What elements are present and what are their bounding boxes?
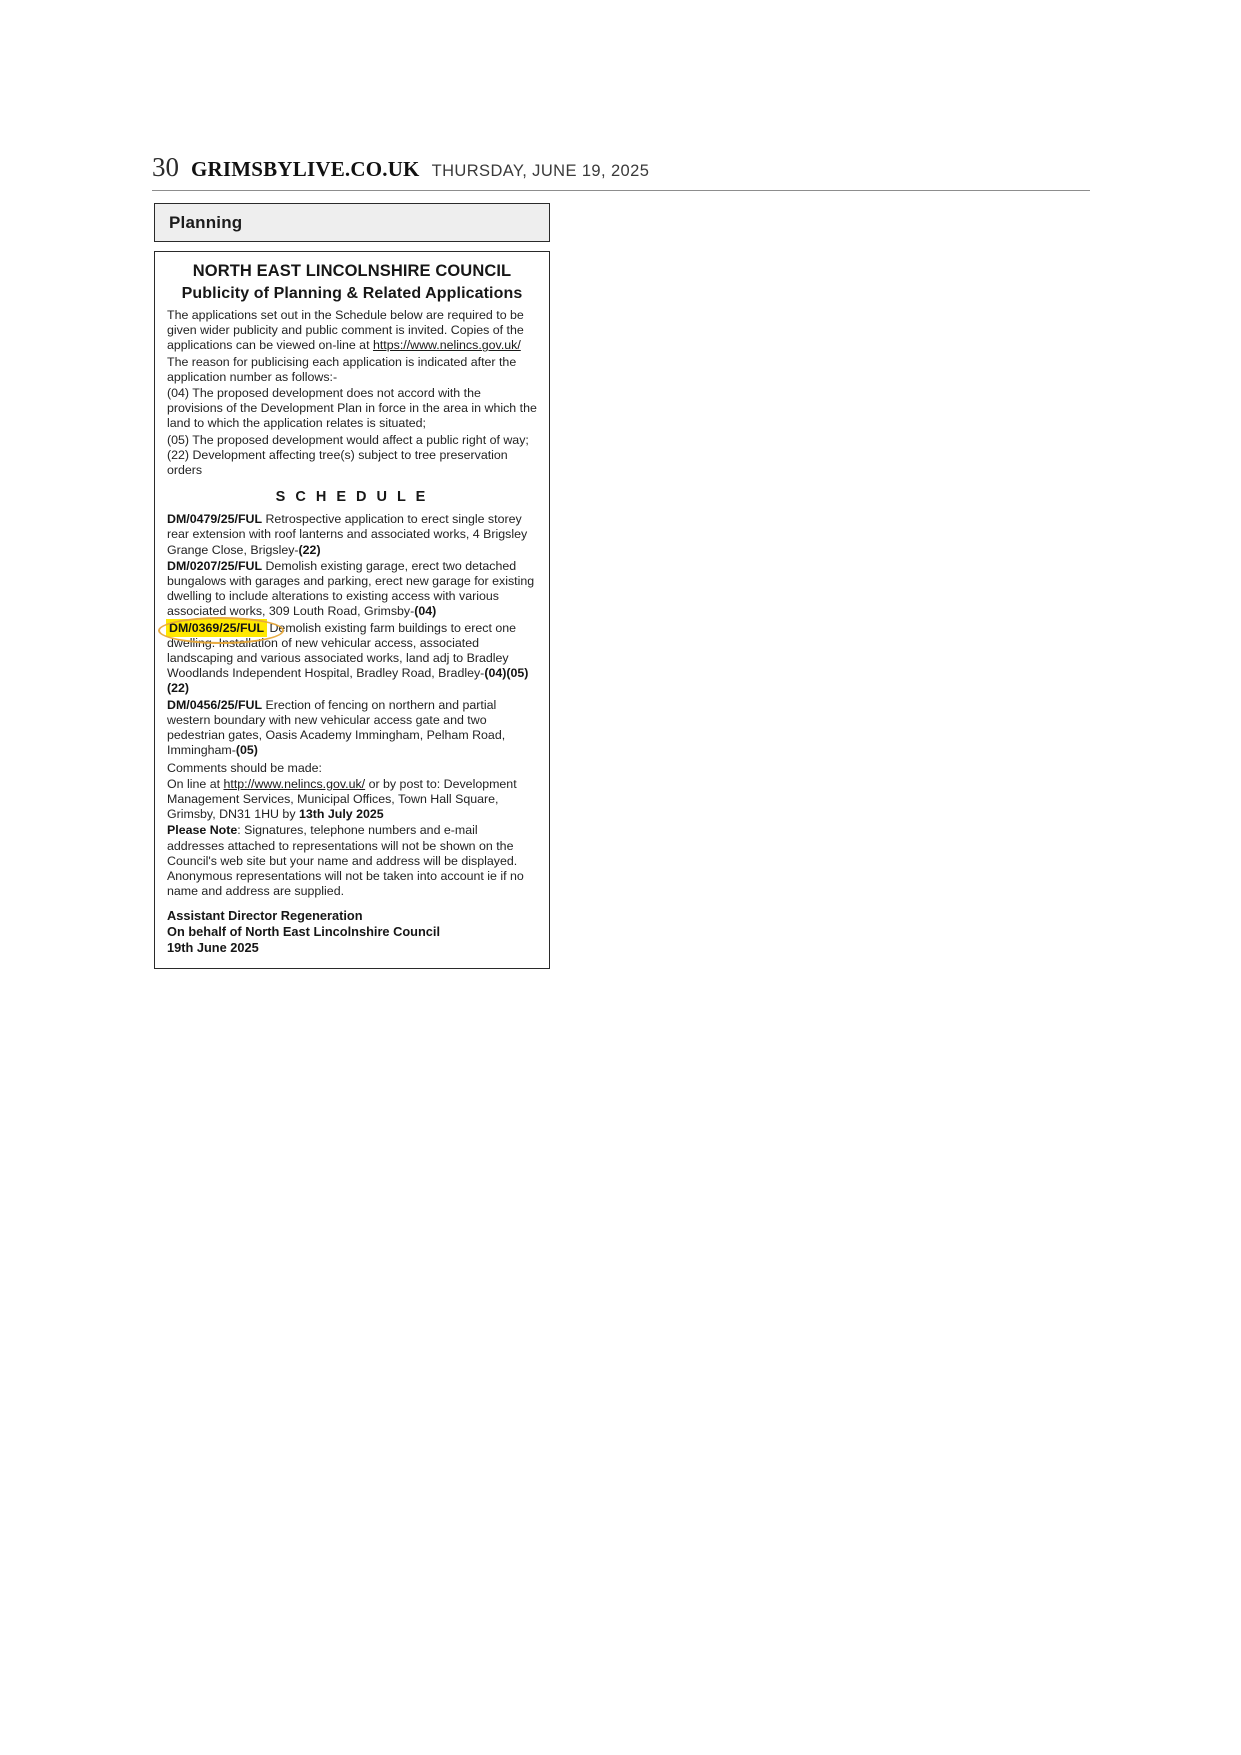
comments-online-prefix: On line at [167, 776, 224, 791]
schedule-entry [167, 559, 537, 620]
comments-heading: Comments should be made: [167, 761, 322, 776]
application-reason-codes: (04)(05)(22) [167, 666, 529, 696]
nelincs-url-link-1[interactable]: https://www.nelincs.gov.uk/ [372, 338, 521, 353]
page-masthead [152, 152, 1090, 191]
comments-instructions [167, 777, 537, 823]
application-reference: DM/0479/25/FUL [167, 512, 263, 527]
planning-notice [154, 203, 550, 969]
application-reason-codes: (22) [298, 542, 321, 557]
please-note-text: : Signatures, telephone numbers and e-mail addresses attached to representations will not be shown on the Council's web site but your name and address will be displayed. Anonymous representations will not be taken into account ie if no name and address are supplied. [167, 823, 524, 899]
section-header-label: Planning [169, 212, 243, 232]
council-name: NORTH EAST LINCOLNSHIRE COUNCIL [192, 262, 512, 280]
schedule-entry-highlighted [167, 621, 537, 697]
comments-postal-address: or by post to: Development Management Services, Municipal Offices, Town Hall Square, Grimsby, DN31 1HU by [167, 776, 517, 822]
signoff-organisation: On behalf of North East Lincolnshire Council [167, 923, 441, 939]
publication-brand: GRIMSBYLIVE.CO.UK [191, 157, 420, 181]
reason-code-04: (04) The proposed development does not accord with the provisions of the Development Plan in force in the area in which the land to which the application relates is situated; [167, 386, 537, 431]
public-notice-advert [154, 251, 550, 969]
issue-date: THURSDAY, JUNE 19, 2025 [431, 162, 650, 180]
schedule-entry [167, 698, 537, 759]
advert-signoff [167, 908, 537, 955]
application-reference: DM/0456/25/FUL [167, 697, 263, 712]
please-note-paragraph [167, 823, 537, 899]
schedule-heading: S C H E D U L E [275, 489, 429, 506]
signoff-date: 19th June 2025 [167, 939, 259, 955]
application-description: Erection of fencing on northern and partial western boundary with new vehicular access gate and two pedestrian gates, Oasis Academy Immingham, Pelham Road, Immingham- [167, 697, 506, 758]
page-number: 30 [152, 152, 179, 182]
intro-paragraph-1 [167, 308, 537, 354]
nelincs-url-link-2[interactable]: http://www.nelincs.gov.uk/ [223, 776, 366, 791]
intro-paragraph-2: The reason for publicising each application is indicated after the application number as follows:- [167, 354, 517, 384]
signoff-role: Assistant Director Regeneration [167, 908, 363, 924]
advert-title: Publicity of Planning & Related Applications [181, 285, 523, 302]
application-description: Demolish existing farm buildings to erect one dwelling. Installation of new vehicular access, associated landscaping and various associated works, land adj to Bradley Woodlands Independent Hospital, Bradley Road, Bradley- [167, 620, 517, 681]
application-reason-codes: (05) [235, 743, 258, 758]
application-description: Demolish existing garage, erect two detached bungalows with garages and parking, erect new garage for existing dwelling to include alterations to existing access with various associated works, 309 Louth Road, Grimsby- [167, 558, 535, 619]
application-description: Retrospective application to erect single storey rear extension with roof lanterns and associated works, 4 Brigsley Grange Close, Brigsley- [167, 512, 528, 557]
comments-deadline: 13th July 2025 [298, 807, 384, 822]
section-header [154, 203, 550, 242]
application-reference: DM/0207/25/FUL [167, 558, 263, 573]
application-reference: DM/0369/25/FUL [169, 620, 265, 635]
schedule-entry [167, 512, 537, 558]
please-note-label: Please Note [167, 823, 238, 838]
application-reason-codes: (04) [414, 604, 437, 619]
intro-text-1: The applications set out in the Schedule below are required to be given wider publicity and public comment is invited. Copies of the applications can be viewed on-line at [167, 308, 524, 353]
reason-code-05: (05) The proposed development would affect a public right of way; (22) Development affecting tree(s) subject to tree preservation orders [167, 432, 529, 478]
